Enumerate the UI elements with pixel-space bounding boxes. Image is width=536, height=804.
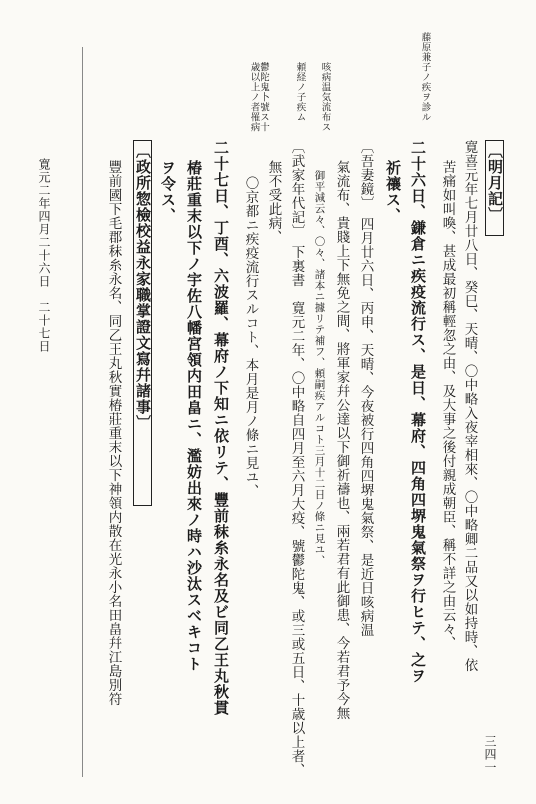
- marginal-note: 藤原兼子ノ疾ヲ診ル: [419, 32, 431, 122]
- text-column: 〔吾妻鏡〕 四月廿六日、丙申、天晴、今夜被行四角四堺鬼氣祭、是近日咳病温: [357, 140, 374, 638]
- entry-heading: ヲ令ス、: [159, 160, 177, 224]
- source-title: 〔明月記〕: [485, 140, 504, 236]
- text-column: 〇京都ニ疾疫流行スルコト、本月是月ノ條ニ見ユ、: [242, 176, 259, 498]
- annotation-column: 御平減云々、〇々、諸本ニ據リテ補フ、頼嗣疾アルコト三月十二日ノ條ニ見ユ、: [313, 170, 326, 566]
- marginal-note: 鬱陀鬼卜號ス十歳以上ノ者罹病: [248, 62, 269, 132]
- entry-heading: 祈禳ス、: [384, 160, 402, 224]
- entry-heading: 二十六日、鎌倉ニ疾疫流行ス、是日、幕府、四角四堺鬼氣祭ヲ行ヒテ、之ヲ: [409, 140, 427, 684]
- marginal-note: 頼経ノ子疾ム: [294, 62, 306, 122]
- text-column: 寛喜元年七月廿八日、癸巳、天晴、〇中略入夜宰相來、〇中略卿二品又以如持時、依: [461, 140, 478, 672]
- text-column: 豐前國下毛郡秣糸永名、同乙王丸秋實椿莊重末以下神領内散在光永小名田畠幷江島別符: [105, 160, 122, 706]
- marginal-note: 咳病温気流布ス: [319, 62, 331, 132]
- entry-heading: 二十七日、丁酉、六波羅、幕府ノ下知ニ依リテ、豐前秣糸永名及ビ同乙王丸秋貫: [212, 140, 230, 716]
- source-title: 〔政所惣檢校益永家職掌證文寫幷諸事〕: [133, 140, 152, 506]
- text-column: 苦痛如叫喚、甚成最初稱輕忽之由、及大事之後付親成朝臣、稱不詳之由云々、: [439, 160, 456, 650]
- text-column: 〔武家年代記〕 下裏書 寛元二年、〇中略自四月至六月大疫、號鬱陀鬼、或三或五日、十歳以上者、: [288, 140, 305, 778]
- page-number: 三四一: [483, 735, 497, 774]
- margin-rule: [82, 47, 83, 777]
- text-column: 無不受此病、: [265, 160, 282, 244]
- entry-heading: 椿莊重末以下ノ宇佐八幡宮領内田畠ニ、濫妨出來ノ時ハ沙汰スベキコト: [185, 160, 203, 672]
- text-column: 氣流布、貴賤上下無免之間、將軍家幷公達以下御祈禱也、兩若君有此御患、今若君予今無: [333, 160, 350, 720]
- running-header: 寛元二年四月二十六日 二十七日: [37, 158, 51, 353]
